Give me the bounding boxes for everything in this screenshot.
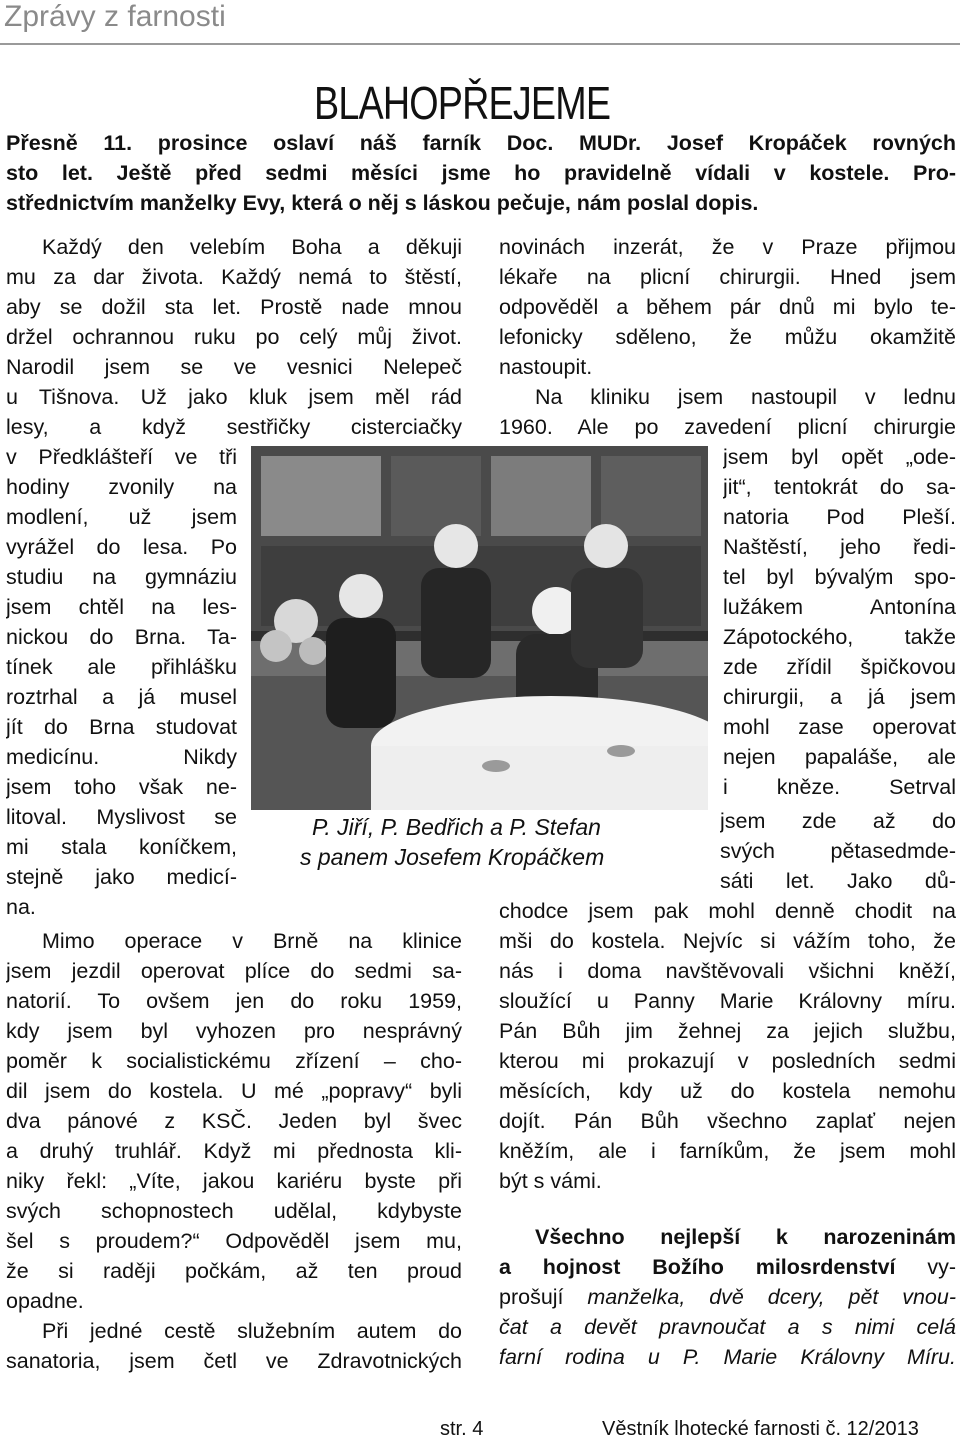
text-line: chodce jsem pak mohl denně chodit na xyxy=(499,899,956,923)
wish-text: vy- xyxy=(895,1255,956,1279)
text-line: mši do kostela. Nejvíc si vážím toho, že xyxy=(499,929,956,953)
text-line: jsem byl opět „ode- xyxy=(723,445,956,469)
text-line: lefonicky sděleno, že můžu okamžitě xyxy=(499,325,956,349)
footer-page: str. 4 xyxy=(440,1418,484,1440)
closing-wish xyxy=(499,1222,956,1372)
text-line: zde zřídil špičkovou xyxy=(723,655,956,679)
text-line: jsem jezdil operovat plíce do sedmi sa- xyxy=(6,959,462,983)
photo-image xyxy=(251,446,708,810)
text-line: Při jedné cestě služebním autem do xyxy=(42,1319,462,1343)
text-line: natoria Pod Pleší. xyxy=(723,505,956,529)
left-column-top xyxy=(6,232,462,442)
text-line: mu za dar života. Každý nemá to štěstí, xyxy=(6,265,462,289)
text-line: litoval. Myslivost se xyxy=(6,805,237,829)
text-line: jsem toho však ne- xyxy=(6,775,237,799)
text-line: kdy jsem byl vyhozen pro nesprávný xyxy=(6,1019,462,1043)
text-line: a druhý truhlář. Když mi přednosta kli- xyxy=(6,1139,462,1163)
text-line: mi stala koníčkem, xyxy=(6,835,237,859)
right-column-bottom xyxy=(499,896,956,1196)
text-line: sanatoria, jsem četl ve Zdravotnických xyxy=(6,1349,462,1373)
text-line: natorií. To ovšem jen do roku 1959, xyxy=(6,989,462,1013)
text-line: stejně jako medicí- xyxy=(6,865,237,889)
text-line: v Předklášteří ve tři xyxy=(6,445,237,469)
text-line: opadne. xyxy=(6,1289,84,1313)
section-title: Zprávy z farnosti xyxy=(4,0,226,33)
text-line: kněžím, ale i farníkům, že jsem mohl xyxy=(499,1139,956,1163)
text-line: jít do Brna studovat xyxy=(6,715,237,739)
wish-line: farní rodina u P. Marie Královny Míru. xyxy=(499,1345,956,1369)
text-line: Narodil jsem se ve vesnici Nelepeč xyxy=(6,355,462,379)
wish-text: prošují xyxy=(499,1285,588,1309)
text-line: dojít. Pán Bůh všechno zaplať nejen xyxy=(499,1109,956,1133)
text-line: Pán Bůh jim žehnej za jejich službu, xyxy=(499,1019,956,1043)
text-line: 1960. Ale po zavedení plicní chirurgie xyxy=(499,415,956,439)
text-line: lesy, a když sestřičky cisterciačky xyxy=(6,415,462,439)
text-line: odpověděl a během pár dnů mi bylo te- xyxy=(499,295,956,319)
text-line: jit“, tentokrát do sa- xyxy=(723,475,956,499)
wish-line xyxy=(499,1252,956,1282)
text-line: tel byl bývalým spo- xyxy=(723,565,956,589)
text-line: Naštěstí, jeho ředi- xyxy=(723,535,956,559)
lead-line: střednictvím manželky Evy, která o něj s láskou pečuje, nám poslal dopis. xyxy=(6,191,759,215)
text-line: novinách inzerát, že v Praze přijmou xyxy=(499,235,956,259)
text-line: lékaře na plicní chirurgii. Hned jsem xyxy=(499,265,956,289)
right-column-narrow xyxy=(723,442,956,802)
text-line: roztrhal a já musel xyxy=(6,685,237,709)
wish-line xyxy=(499,1282,956,1312)
wish-bold-text: a hojnost Božího milosrdenství xyxy=(499,1255,896,1279)
lead-line: sto let. Ještě před sedmi měsíci jsme ho pravidelně vídali v kostele. Pro- xyxy=(6,161,956,185)
right-column-top xyxy=(499,232,956,442)
text-line: že si raději počkám, až ten proud xyxy=(6,1259,462,1283)
text-line: dil jsem do kostela. U mé „popravy“ byli xyxy=(6,1079,462,1103)
left-column-narrow xyxy=(6,442,237,922)
right-column-narrow-2 xyxy=(720,806,956,896)
text-line: modlení, už jsem xyxy=(6,505,237,529)
text-line: nastoupit. xyxy=(499,355,593,379)
text-line: i kněze. Setrval xyxy=(723,775,956,799)
photo-caption xyxy=(300,812,700,872)
footer-publication: Věstník lhotecké farnosti č. 12/2013 xyxy=(602,1418,919,1440)
text-line: nickou do Brna. Ta- xyxy=(6,625,237,649)
headline: BLAHOPŘEJEME xyxy=(314,77,611,129)
text-line: sáti let. Jako dů- xyxy=(720,869,956,893)
photo xyxy=(251,446,708,810)
text-line: měsících, kdy už do kostela nemohu xyxy=(499,1079,956,1103)
text-line: svých schopnostech udělal, kdybyste xyxy=(6,1199,462,1223)
text-line: niky řekl: „Víte, jakou kariéru byste při xyxy=(6,1169,462,1193)
text-line: sloužící u Panny Marie Královny míru. xyxy=(499,989,956,1013)
caption-line: P. Jiří, P. Bedřich a P. Stefan xyxy=(312,814,601,840)
text-line: Mimo operace v Brně na klinice xyxy=(42,929,462,953)
text-line: šel s proudem?“ Odpověděl jsem mu, xyxy=(6,1229,462,1253)
text-line: chirurgii, a já jsem xyxy=(723,685,956,709)
text-line: aby se dožil sta let. Prostě nade mnou xyxy=(6,295,462,319)
wish-line: čat a devět pravnoučat a s nimi celá xyxy=(499,1315,956,1339)
text-line: dva pánové z KSČ. Jeden byl švec xyxy=(6,1109,462,1133)
wish-line: Všechno nejlepší k narozeninám xyxy=(535,1225,956,1249)
text-line: medicínu. Nikdy xyxy=(6,745,237,769)
text-line: tínek ale přihlášku xyxy=(6,655,237,679)
text-line: jsem chtěl na les- xyxy=(6,595,237,619)
text-line: u Tišnova. Už jako kluk jsem měl rád xyxy=(6,385,462,409)
wish-italic-text: manželka, dvě dcery, pět vnou- xyxy=(587,1285,956,1309)
text-line: studiu na gymnáziu xyxy=(6,565,237,589)
text-line: hodiny zvonily na xyxy=(6,475,237,499)
header-rule xyxy=(0,43,960,45)
text-line: na. xyxy=(6,895,36,919)
lead-line: Přesně 11. prosince oslaví náš farník Doc. MUDr. Josef Kropáček rovných xyxy=(6,131,956,155)
text-line: poměr k socialistickému zřízení – cho- xyxy=(6,1049,462,1073)
text-line: nejen papaláše, ale xyxy=(723,745,956,769)
text-line: svých pětasedmde- xyxy=(720,839,956,863)
text-line: držel ochrannou ruku po celý můj život. xyxy=(6,325,462,349)
left-column-bottom xyxy=(6,926,462,1376)
caption-line: s panem Josefem Kropáčkem xyxy=(300,844,605,870)
text-line: mohl zase operovat xyxy=(723,715,956,739)
text-line: vyrážel do lesa. Po xyxy=(6,535,237,559)
text-line: Každý den velebím Boha a děkuji xyxy=(42,235,462,259)
text-line: lužákem Antonína xyxy=(723,595,956,619)
text-line: Na kliniku jsem nastoupil v lednu xyxy=(535,385,956,409)
text-line: jsem zde až do xyxy=(720,809,956,833)
text-line: být s vámi. xyxy=(499,1169,602,1193)
text-line: kterou mi prokazují v posledních sedmi xyxy=(499,1049,956,1073)
text-line: nás i doma navštěvovali všichni kněží, xyxy=(499,959,956,983)
lead-paragraph xyxy=(6,128,956,218)
text-line: Zápotockého, takže xyxy=(723,625,956,649)
